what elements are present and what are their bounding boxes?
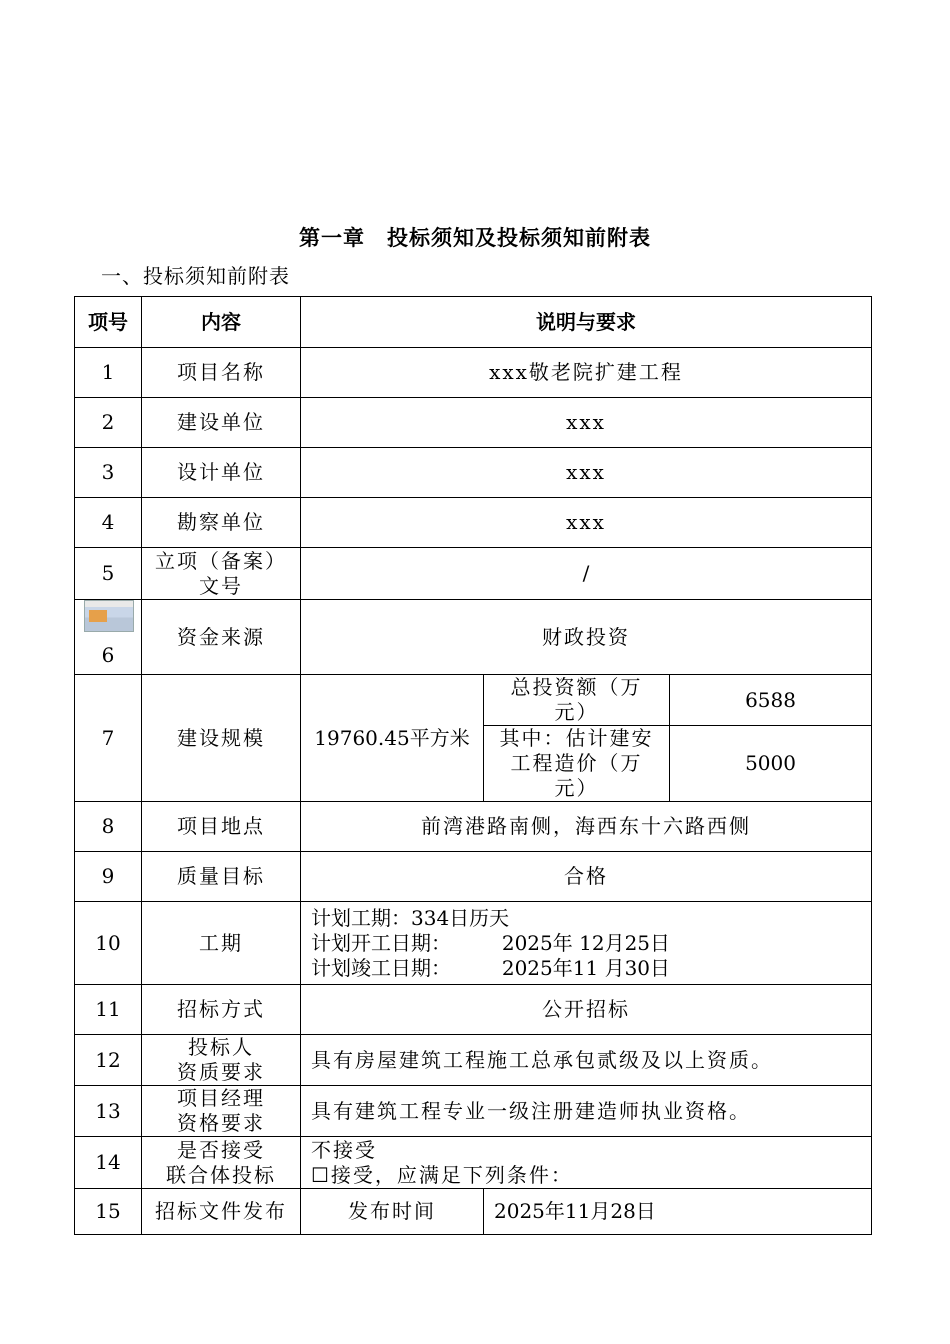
bid-notice-table: [74, 296, 872, 1235]
table-row: 12 投标人 资质要求 具有房屋建筑工程施工总承包贰级及以上资质。: [75, 1035, 872, 1086]
table-row: 15 招标文件发布 发布时间 2025年11月28日: [75, 1189, 872, 1235]
table-row: 13 项目经理 资格要求 具有建筑工程专业一级注册建造师执业资格。: [75, 1086, 872, 1137]
table-row: 11 招标方式 公开招标: [75, 985, 872, 1035]
table-row: 10 工期 计划工期：334日历天 计划开工日期： 2025年 12月25日 计划竣工日期： 2025年11 月30日: [75, 902, 872, 985]
table-row: 6 资金来源 财政投资: [75, 600, 872, 675]
table-row: 9 质量目标 合格: [75, 852, 872, 902]
table-row: 4 勘察单位 xxx: [75, 498, 872, 548]
header-desc: 说明与要求: [301, 297, 872, 348]
table-row: 2 建设单位 xxx: [75, 398, 872, 448]
header-no: 项号: [75, 297, 142, 348]
table-row: 7 建设规模 19760.45平方米 总投资额（万 元） 6588: [75, 675, 872, 726]
table-row: 14 是否接受 联合体投标 不接受 ☐接受，应满足下列条件：: [75, 1137, 872, 1189]
table-row: 1 项目名称 xxx敬老院扩建工程: [75, 348, 872, 398]
table-header: [75, 297, 872, 348]
header-item: 内容: [142, 297, 301, 348]
chapter-title: 第一章 投标须知及投标须知前附表: [299, 226, 651, 250]
table-row: 其中：估计建安 工程造价（万 元） 5000: [75, 726, 872, 802]
table-row: 3 设计单位 xxx: [75, 448, 872, 498]
table-row: 8 项目地点 前湾港路南侧，海西东十六路西侧: [75, 802, 872, 852]
section-title: 一、投标须知前附表: [101, 264, 290, 288]
table-row: 5 立项（备案） 文号 /: [75, 548, 872, 600]
